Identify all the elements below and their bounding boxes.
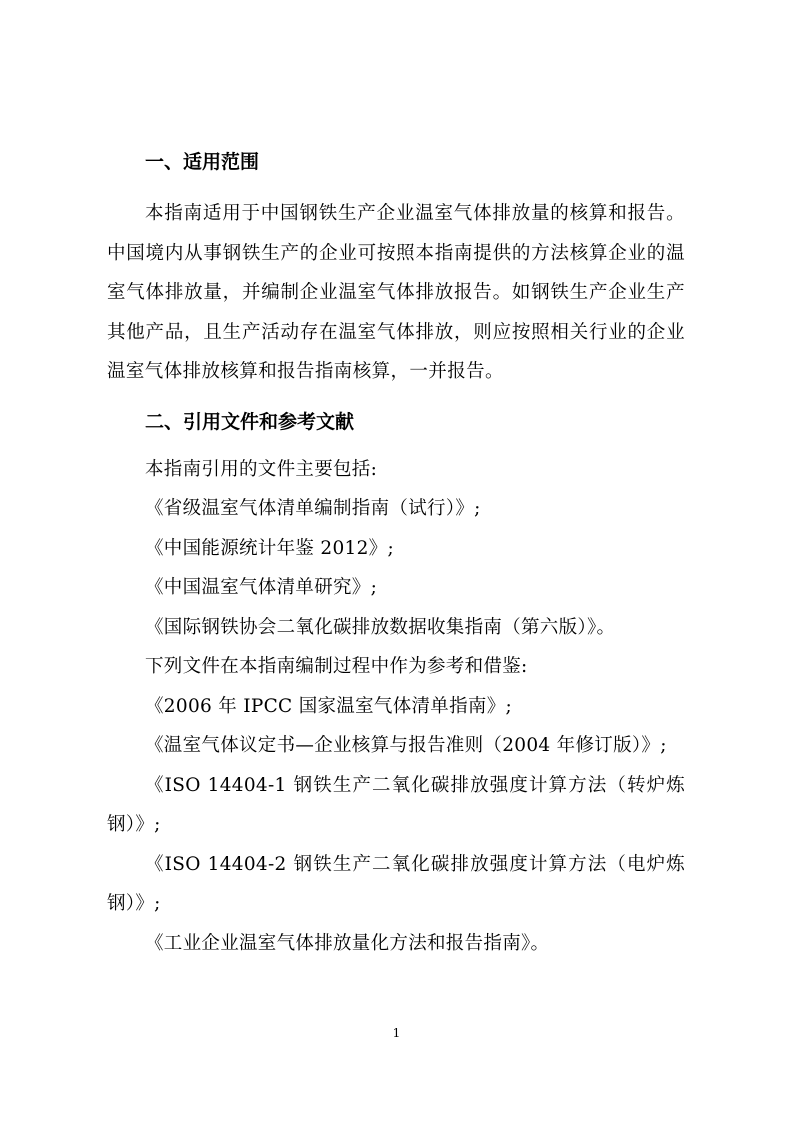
scope-paragraph: 本指南适用于中国钢铁生产企业温室气体排放量的核算和报告。中国境内从事钢铁生产的企业可按照本指南提供的方法核算企业的温室气体排放量，并编制企业温室气体排放报告。如钢铁生产企业生产其他产品，且生产活动存在温室气体排放，则应按照相关行业的企业温室气体排放核算和报告指南核算，一并报告。 xyxy=(107,203,685,382)
cited-document: 《中国能源统计年鉴 2012》; xyxy=(145,537,394,559)
section-heading-references: 二、引用文件和参考文献 xyxy=(145,410,355,433)
cited-document: 《省级温室气体清单编制指南（试行）》; xyxy=(145,498,481,519)
reference-document: 《温室气体议定书—企业核算与报告准则（2004 年修订版）》; xyxy=(145,735,667,756)
reference-document: 《工业企业温室气体排放量化方法和报告指南》。 xyxy=(145,932,550,954)
reference-intro: 下列文件在本指南编制过程中作为参考和借鉴: xyxy=(145,656,528,677)
reference-document: 《ISO 14404-2 钢铁生产二氧化碳排放强度计算方法（电炉炼钢）》; xyxy=(107,853,685,914)
reference-document: 《ISO 14404-1 钢铁生产二氧化碳排放强度计算方法（转炉炼钢）》; xyxy=(107,774,685,835)
page-number: 1 xyxy=(392,1026,401,1040)
section-heading-scope: 一、适用范围 xyxy=(145,151,260,173)
cited-intro: 本指南引用的文件主要包括: xyxy=(145,458,378,480)
cited-document: 《国际钢铁协会二氧化碳排放数据收集指南（第六版）》。 xyxy=(145,616,616,638)
reference-document: 《2006 年 IPCC 国家温室气体清单指南》; xyxy=(145,695,513,717)
cited-document: 《中国温室气体清单研究》; xyxy=(145,577,378,598)
page-content xyxy=(107,144,685,963)
